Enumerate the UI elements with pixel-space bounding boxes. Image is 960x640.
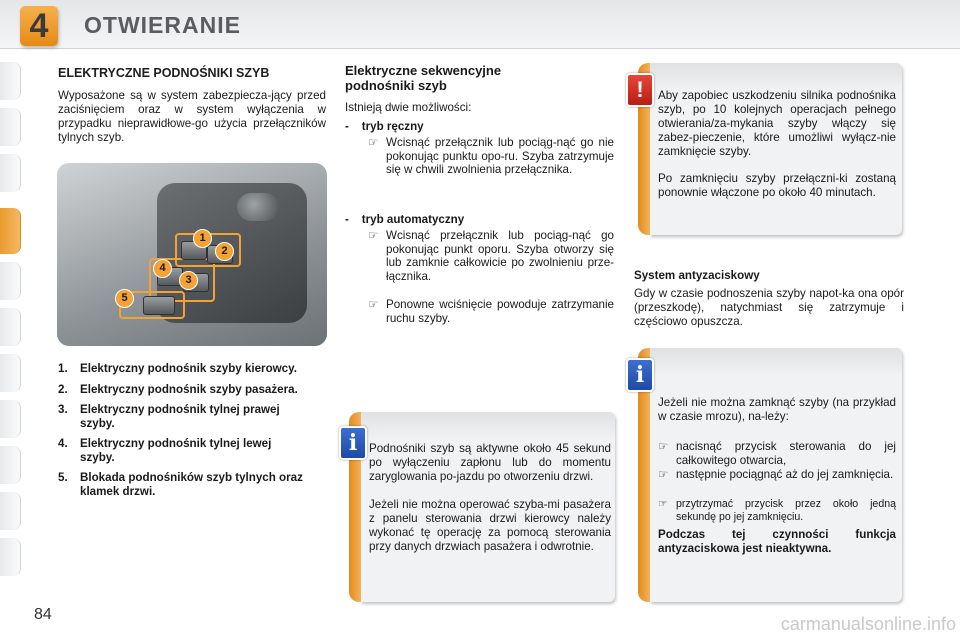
box-header-fade: [361, 412, 615, 440]
page-number: 84: [34, 606, 52, 623]
legend-item: 1. Elektryczny podnośnik szyby kierowcy.: [58, 362, 297, 375]
chapter-number-tab: 4: [20, 6, 58, 46]
frost-warning-bold: Podczas tej czynności funkcja antyzaciskowa jest nieaktywna.: [658, 528, 896, 555]
mode-auto-bullet: ☞ Wcisnąć przełącznik lub pociąg-nąć go pokonując punkt oporu. Szyba otworzy się lub zamknie całkowicie po zwolnieniu prze-łącznika.: [368, 229, 614, 283]
child-lock-switch: [143, 296, 175, 315]
chapter-thumb-tab-active[interactable]: [0, 208, 21, 254]
frost-step: ☞ przytrzymać przycisk przez około jedną sekundę po jej zamknięciu.: [658, 498, 896, 523]
options-intro: Istnieją dwie możliwości:: [345, 101, 472, 114]
frost-step: ☞ nacisnąć przycisk sterowania do jej całkowitego otwarcia,: [658, 440, 896, 467]
switch-legend-list: [58, 362, 303, 505]
info-box-frost: [650, 348, 902, 602]
chapter-tab-strip: [0, 62, 22, 582]
chapter-thumb-tab[interactable]: [0, 492, 21, 530]
callout-number: 2: [215, 242, 234, 261]
chapter-thumb-tab[interactable]: [0, 154, 21, 192]
intro-paragraph: Wyposażone są w system zabezpiecza-jący przed zaciśnięciem oraz w system wyłączenia w przypadku nieprawidłowe-go użycia przełączników tylnych szyb.: [58, 89, 326, 144]
chapter-title: OTWIERANIE: [84, 12, 241, 38]
warning-protection-text: Aby zapobiec uszkodzeniu silnika podnośnika szyb, po 10 kolejnych operacjach pełnego otwierania/za-mykania szyby włączy się zabez-pieczenie, które umożliwi wyłącz-nie zamknięcie szyby.: [658, 89, 896, 158]
callout-number: 4: [153, 259, 172, 278]
chapter-thumb-tab[interactable]: [0, 446, 21, 484]
legend-item: 4. Elektryczny podnośnik tylnej lewej szyby.: [58, 437, 272, 464]
chapter-thumb-tab[interactable]: [0, 400, 21, 438]
info-activation-text: Podnośniki szyb są aktywne około 45 sekund po wyłączeniu zapłonu lub do momentu zaryglowania po-jazdu po otworzeniu drzwi.: [369, 442, 611, 483]
section-title-power-windows: ELEKTRYCZNE PODNOŚNIKI SZYB: [58, 66, 270, 80]
warning-icon: !: [626, 73, 654, 107]
mode-auto-title: - tryb automatyczny: [345, 213, 465, 226]
box-header-fade: [650, 63, 902, 91]
mode-auto-bullet: ☞ Ponowne wciśnięcie powoduje zatrzymanie ruchu szyby.: [368, 298, 614, 325]
callout-number: 5: [115, 289, 134, 308]
legend-item: 2. Elektryczny podnośnik szyby pasażera.: [58, 382, 298, 396]
mirror-control-knob: [237, 193, 279, 221]
info-box-activation: [361, 412, 615, 602]
warning-reactivation-text: Po zamknięciu szyby przełączni-ki zostaną ponownie włączone po około 40 minutach.: [658, 172, 896, 199]
info-icon: i: [339, 426, 367, 460]
legend-item: 3. Elektryczny podnośnik tylnej prawej szyby.: [58, 403, 280, 430]
info-passenger-text: Jeżeli nie można operować szyba-mi pasażera z panelu sterowania drzwi kierowcy należy wykonać tę operację za pomocą sterowania przy danych drzwiach pasażera i odwrotnie.: [369, 498, 611, 553]
chapter-thumb-tab[interactable]: [0, 354, 21, 392]
anti-pinch-title: System antyzaciskowy: [634, 269, 760, 282]
box-header-fade: [650, 348, 902, 376]
watermark-text: carmanualsonline.info: [780, 614, 956, 634]
mode-manual-title: - tryb ręczny: [345, 120, 424, 133]
callout-number: 3: [179, 271, 198, 290]
callout-number: 1: [193, 229, 212, 248]
chapter-thumb-tab[interactable]: [0, 262, 21, 300]
anti-pinch-text: Gdy w czasie podnoszenia szyby napot-ka ona opór (przeszkodę), natychmiast się zatrzymuje i częściowo opuszcza.: [634, 287, 904, 328]
frost-step: ☞ następnie pociągnąć aż do jej zamknięcia.: [658, 468, 894, 481]
chapter-thumb-tab[interactable]: [0, 538, 21, 576]
chapter-thumb-tab[interactable]: [0, 308, 21, 346]
chapter-thumb-tab[interactable]: [0, 62, 21, 100]
mode-manual-bullet: ☞ Wcisnąć przełącznik lub pociąg-nąć go nie pokonując punktu opo-ru. Szyba zatrzymuje się w chwili zwolnienia przełącznika.: [368, 136, 614, 177]
frost-intro-text: Jeżeli nie można zamknąć szyby (na przykład w czasie mrozu), na-leży:: [658, 396, 896, 423]
warning-box-overheat: [650, 63, 902, 235]
window-switch-panel-photo: [57, 163, 327, 346]
chapter-thumb-tab[interactable]: [0, 108, 21, 146]
info-icon: i: [626, 358, 654, 392]
legend-item: 5. Blokada podnośników szyb tylnych oraz klamek drzwi.: [58, 471, 303, 498]
sequential-windows-title: Elektryczne sekwencyjne podnośniki szyb: [345, 63, 502, 93]
